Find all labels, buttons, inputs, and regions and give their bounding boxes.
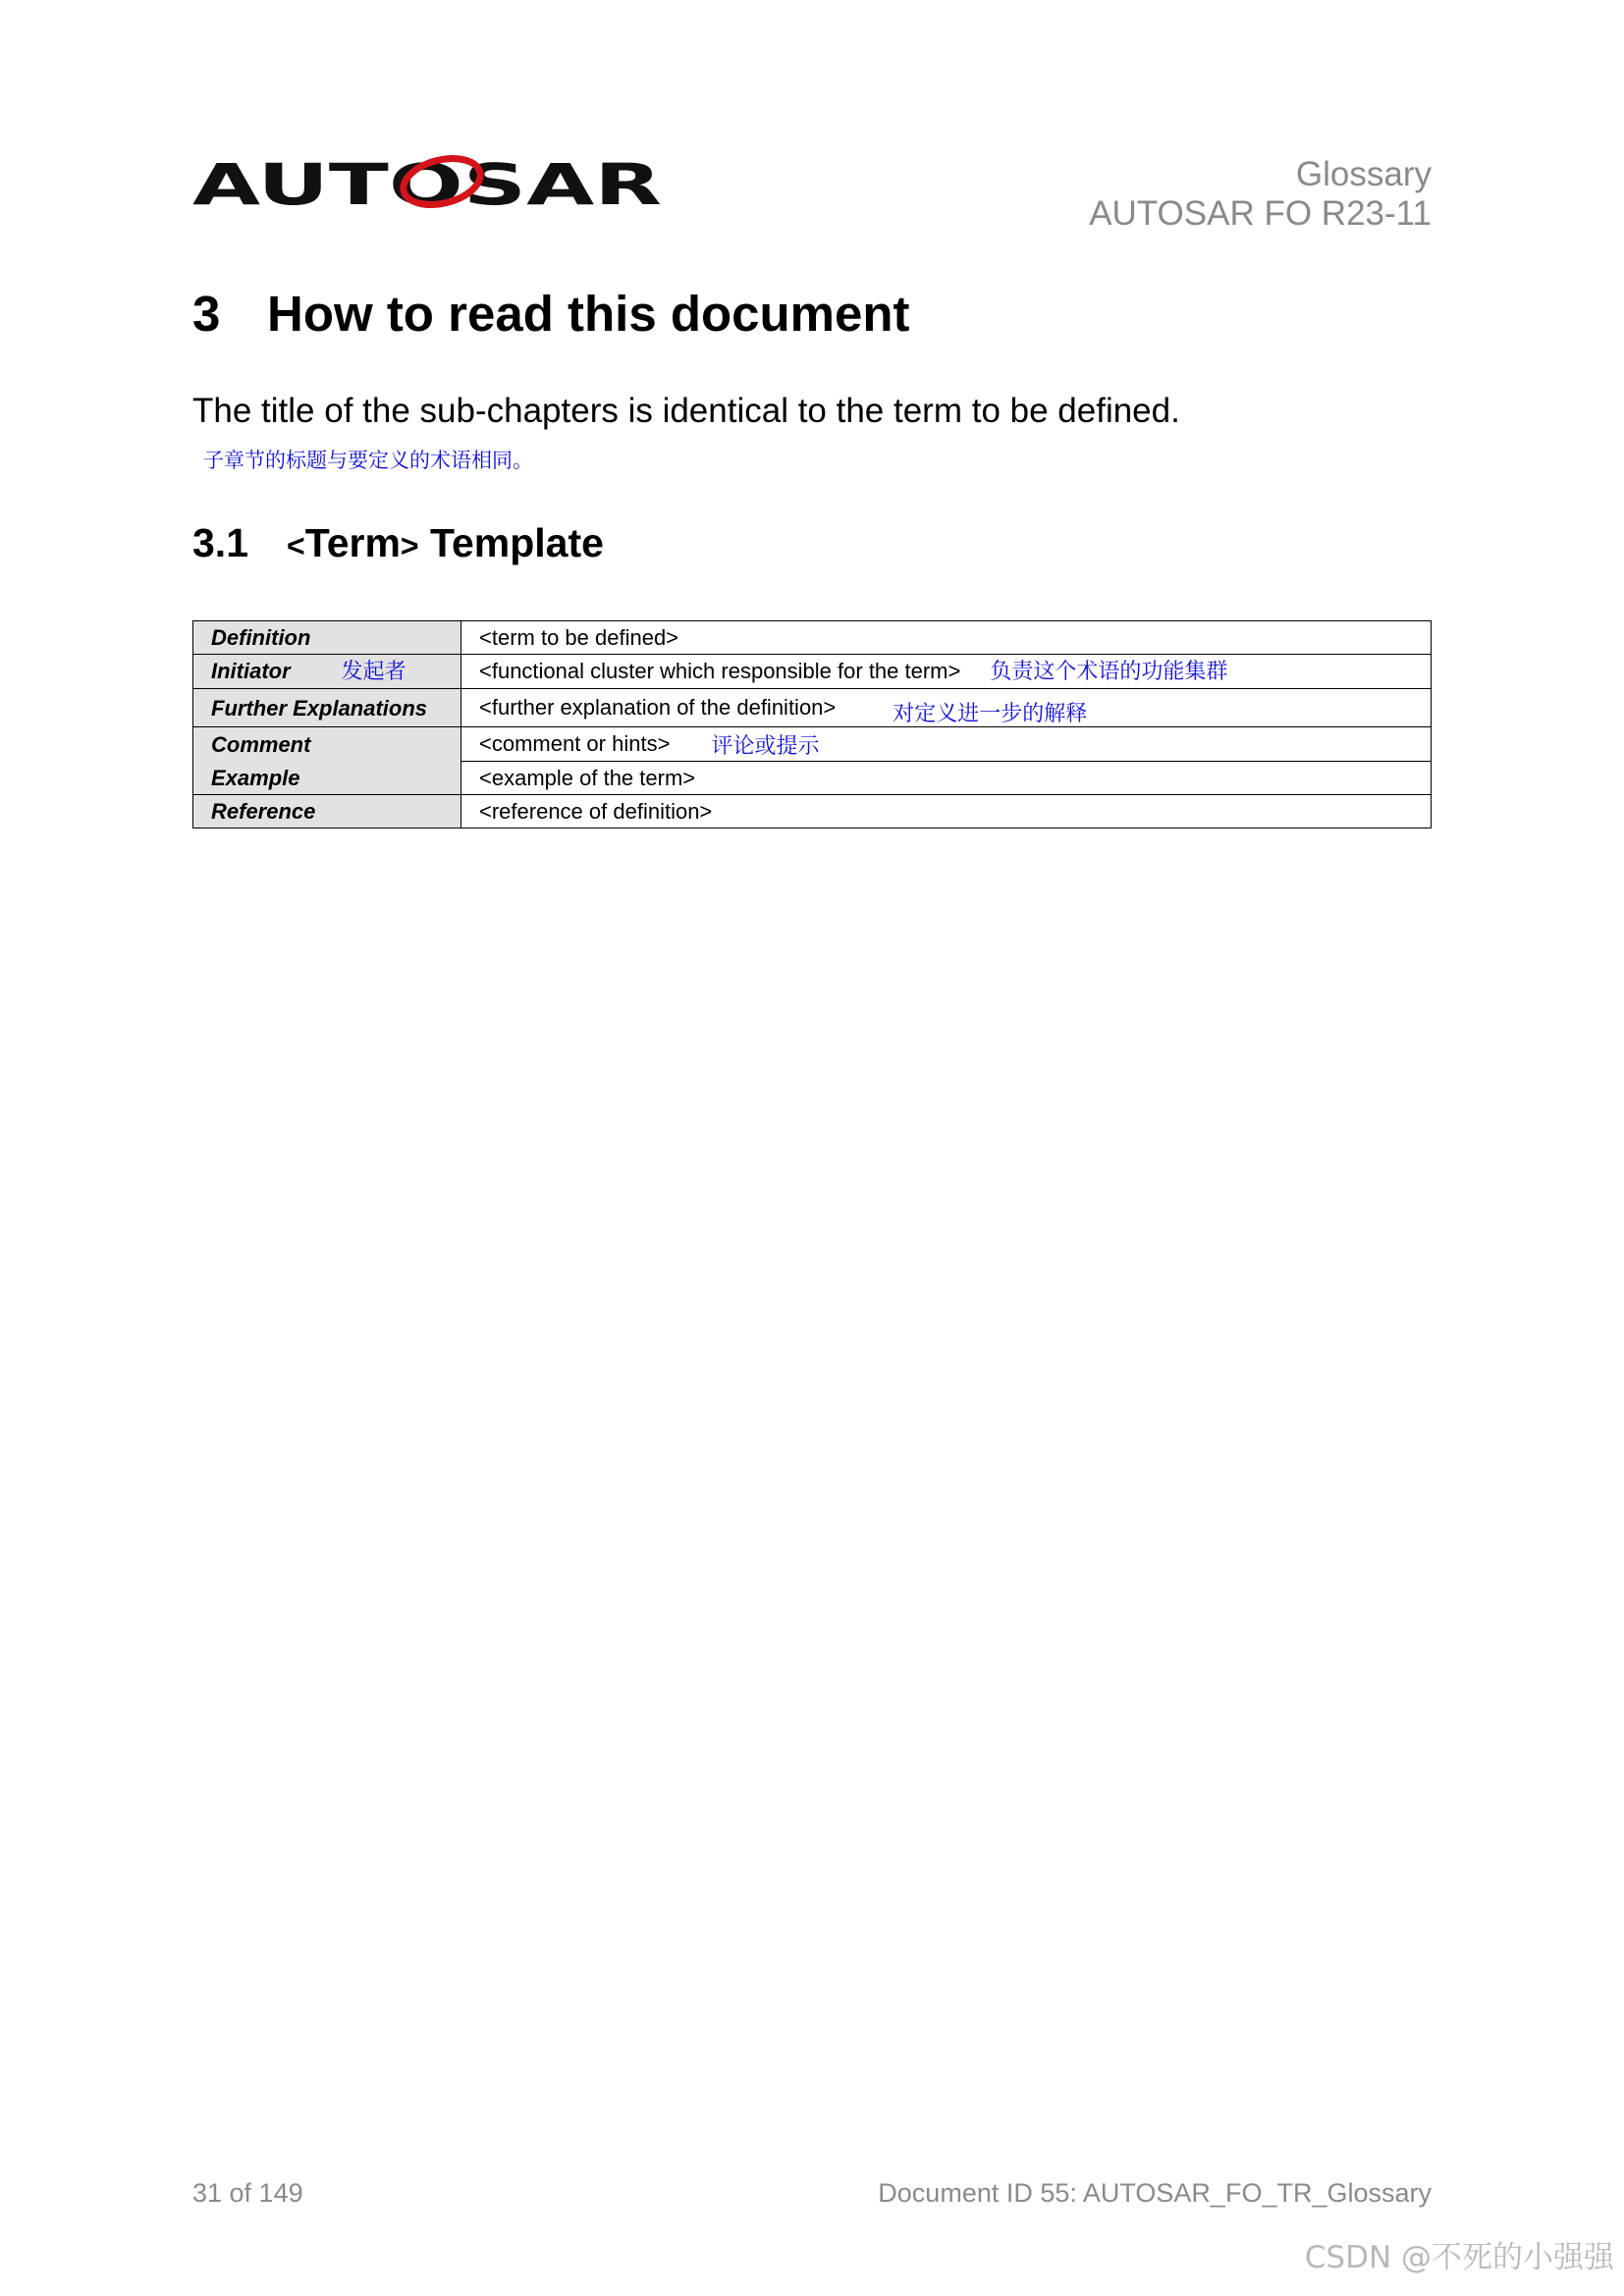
doc-type: Glossary [1295,155,1432,193]
section-number: 3.1 [192,520,248,565]
section-heading [192,518,604,570]
row-value: <further explanation of the definition> [479,695,837,720]
document-id: Document ID 55: AUTOSAR_FO_TR_Glossary [878,2178,1432,2208]
value-note-cn: 对定义进一步的解释 [893,702,1088,726]
section-title-rest: Template [418,520,604,565]
table-row [193,762,1432,795]
row-value-cell [461,727,1432,762]
table-row [193,621,1432,655]
chapter-heading [192,285,910,344]
row-label: Definition [193,621,461,655]
row-label: Reference [193,795,461,828]
table-row [193,655,1432,689]
label-note-cn: 发起者 [341,660,406,684]
section-title-gt: > [400,528,419,563]
intro-note-cn: 子章节的标题与要定义的术语相同。 [203,449,533,472]
term-template-table [192,620,1432,828]
watermark: CSDN @不死的小强强 [1304,2240,1614,2275]
row-label: Comment [193,727,461,762]
row-value: <term to be defined> [461,621,1432,655]
row-value: <comment or hints> [479,731,671,756]
row-value-cell [461,689,1432,727]
doc-release: AUTOSAR FO R23-11 [1089,194,1432,233]
section-title-lt: < [287,528,305,563]
table-row [193,727,1432,762]
autosar-logo [192,155,662,210]
value-note-cn: 评论或提示 [711,734,820,759]
row-value-cell [461,655,1432,689]
table-row [193,795,1432,828]
row-label: Initiator [211,659,291,683]
row-label: Example [193,762,461,795]
row-label-cell [193,655,461,689]
chapter-title: How to read this document [267,286,910,342]
chapter-number: 3 [192,286,221,342]
row-label: Further Explanations [193,689,461,727]
table-row [193,689,1432,727]
page-number: 31 of 149 [192,2178,303,2208]
row-value: <example of the term> [461,762,1432,795]
value-note-cn: 负责这个术语的功能集群 [990,660,1228,684]
intro-paragraph: The title of the sub-chapters is identical to the term to be defined. [192,392,1180,430]
row-value: <functional cluster which responsible for the term> [479,659,961,683]
row-value: <reference of definition> [461,795,1432,828]
section-title-term: Term [304,520,401,565]
logo-wordmark: AUTOSAR [192,155,662,210]
